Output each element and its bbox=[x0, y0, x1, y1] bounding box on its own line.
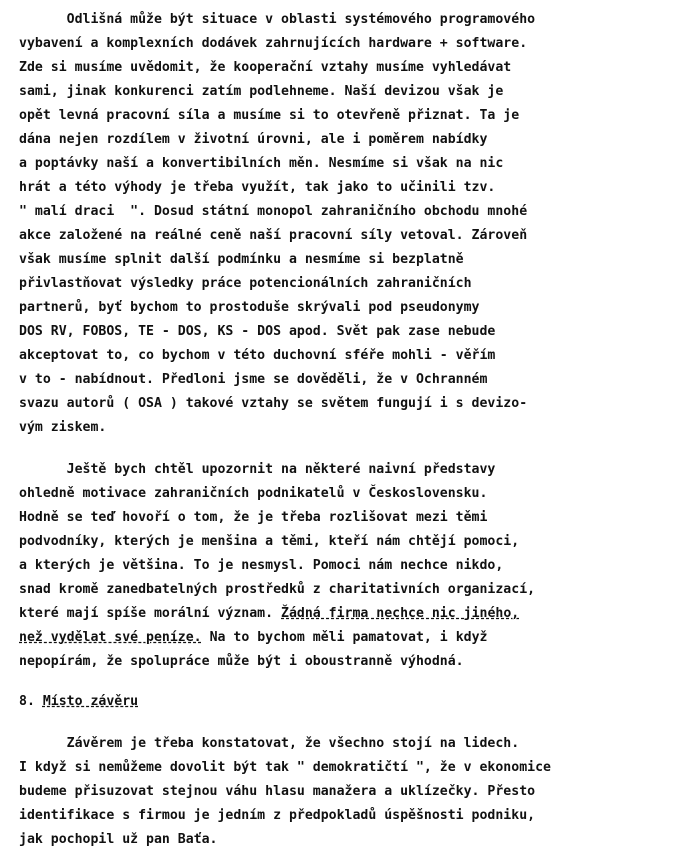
text-line: snad kromě zanedbatelných prostředků z charitativních organizací, bbox=[19, 582, 536, 597]
text-line: dána nejen rozdílem v životní úrovni, ale i poměrem nabídky bbox=[19, 132, 488, 147]
text-line: hrát a této výhody je třeba využít, tak jako to učinili tzv. bbox=[19, 180, 496, 195]
text-line: ohledně motivace zahraničních podnikatelů v Československu. bbox=[19, 486, 488, 501]
text-line: sami, jinak konkurenci zatím podlehneme. Naší devizou však je bbox=[19, 84, 504, 99]
text-line: Závěrem je třeba konstatovat, že všechno stojí na lidech. bbox=[19, 736, 520, 751]
text-line: však musíme splnit další podmínku a nesmíme si bezplatně bbox=[19, 252, 464, 267]
text-line: budeme přisuzovat stejnou váhu hlasu manažera a uklízečky. Přesto bbox=[19, 784, 536, 799]
section-heading bbox=[19, 691, 138, 713]
section-number: 8. bbox=[19, 694, 43, 709]
text-line: vybavení a komplexních dodávek zahrnujících hardware + software. bbox=[19, 36, 528, 51]
text-line: Ještě bych chtěl upozornit na některé naivní představy bbox=[19, 462, 496, 477]
text-line: identifikace s firmou je jedním z předpokladů úspěšnosti podniku, bbox=[19, 808, 536, 823]
text-line: " malí draci ". Dosud státní monopol zahraničního obchodu mnohé bbox=[19, 204, 528, 219]
text-line: svazu autorů ( OSA ) takové vztahy se světem fungují i s devizo- bbox=[19, 396, 528, 411]
underlined-text: Žádná firma nechce nic jiného, bbox=[281, 606, 520, 621]
text-line: a poptávky naší a konvertibilních měn. Nesmíme si však na nic bbox=[19, 156, 504, 171]
text-line bbox=[19, 603, 519, 625]
text-line: nepopírám, že spolupráce může být i oboustranně výhodná. bbox=[19, 654, 464, 669]
text-line: akceptovat to, co bychom v této duchovní sféře mohli - věřím bbox=[19, 348, 496, 363]
text-line: a kterých je většina. To je nesmysl. Pomoci nám nechce nikdo, bbox=[19, 558, 504, 573]
text-line: Odlišná může být situace v oblasti systémového programového bbox=[19, 12, 536, 27]
text-line: partnerů, byť bychom to prostoduše skrývali pod pseudonymy bbox=[19, 300, 480, 315]
text-line: přivlastňovat výsledky práce potencionálních zahraničních bbox=[19, 276, 472, 291]
underlined-text: než vydělat své peníze. bbox=[19, 630, 202, 645]
text-line: opět levná pracovní síla a musíme si to otevřeně přiznat. Ta je bbox=[19, 108, 520, 123]
text-line: Zde si musíme uvědomit, že kooperační vztahy musíme vyhledávat bbox=[19, 60, 512, 75]
text-line bbox=[19, 627, 487, 649]
text-line: podvodníky, kterých je menšina a těmi, kteří nám chtějí pomoci, bbox=[19, 534, 520, 549]
text-line: Hodně se teď hovoří o tom, že je třeba rozlišovat mezi těmi bbox=[19, 510, 488, 525]
text-line: jak pochopil už pan Baťa. bbox=[19, 832, 218, 847]
text-line: vým ziskem. bbox=[19, 420, 107, 435]
plain-text: Na to bychom měli pamatovat, i když bbox=[201, 630, 488, 645]
text-line: I když si nemůžeme dovolit být tak " demokratičtí ", že v ekonomice bbox=[19, 760, 551, 775]
section-title: Místo závěru bbox=[42, 694, 139, 709]
text-line: v to - nabídnout. Předloni jsme se dověděli, že v Ochranném bbox=[19, 372, 488, 387]
text-line: akce založené na reálné ceně naší pracovní síly vetoval. Zároveň bbox=[19, 228, 528, 243]
plain-text: které mají spíše morální význam. bbox=[19, 606, 282, 621]
text-line: DOS RV, FOBOS, TE - DOS, KS - DOS apod. Svět pak zase nebude bbox=[19, 324, 496, 339]
